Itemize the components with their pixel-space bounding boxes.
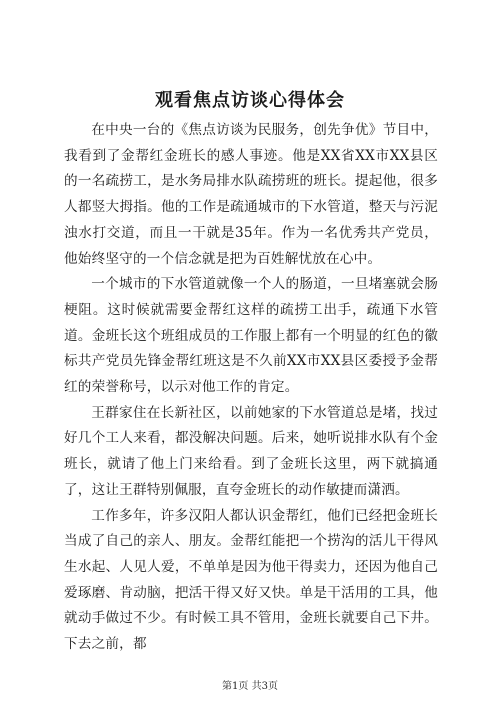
paragraph-4: 工作多年，许多汉阳人都认识金帮红，他们已经把金班长当成了自己的亲人、朋友。金帮红能把一个捞沟的活儿干得风生水起、人见人爱，不单单是因为他干得卖力，还因为他自己爱琢磨、肯动脑，把活干得又好又快。单是干活用的工具，他就动手做过不少。有时候工具不管用，金班长就要自己下井。下去之前，都 bbox=[64, 507, 438, 653]
paragraph-1: 在中央一台的《焦点访谈为民服务，创先争优》节目中，我看到了金帮红金班长的感人事迹。他是XX省XX市XX县区的一名疏捞工，是水务局排水队疏捞班的班长。提起他，很多人都竖大拇指。他的工作是疏通城市的下水管道，整天与污泥浊水打交道，而且一干就是35年。作为一名优秀共产党员，他始终坚守的一个信念就是把为百姓解忧放在心中。 bbox=[64, 122, 438, 267]
paragraph-2: 一个城市的下水管道就像一个人的肠道，一旦堵塞就会肠梗阻。这时候就需要金帮红这样的疏捞工出手，疏通下水管道。金班长这个班组成员的工作服上都有一个明显的红色的徽标共产党员先锋金帮红班这是不久前XX市XX县区委授予金帮红的荣誉称号，以示对他工作的肯定。 bbox=[64, 276, 438, 396]
page-footer: 第1页 共3页 bbox=[222, 681, 278, 692]
document-body bbox=[64, 118, 438, 658]
paragraph-3: 王群家住在长新社区，以前她家的下水管道总是堵，找过好几个工人来看，都没解决问题。后来，她听说排水队有个金班长，就请了他上门来给看。到了金班长这里，两下就搞通了，这让王群特别佩服，直夸金班长的动作敏捷而潇洒。 bbox=[64, 404, 438, 498]
document-title: 观看焦点访谈心得体会 bbox=[155, 90, 345, 111]
